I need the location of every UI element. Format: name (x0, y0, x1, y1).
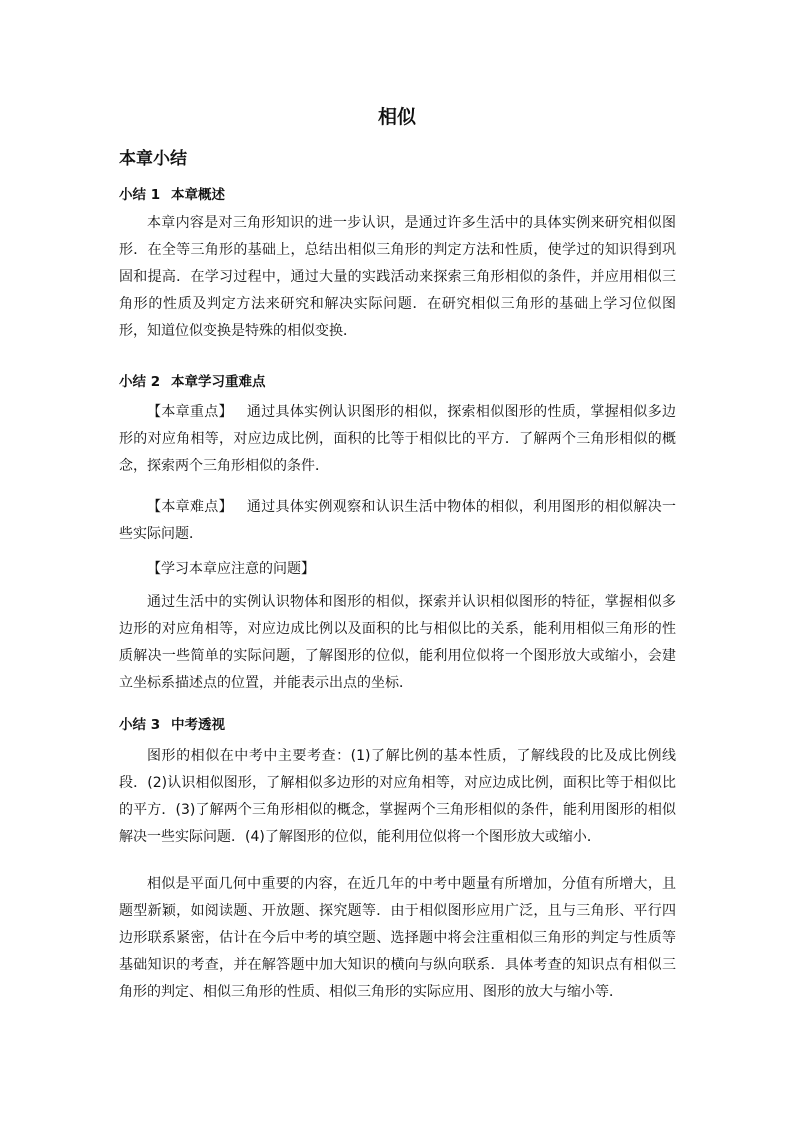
section-3-title: 中考透视 (171, 717, 225, 733)
section-1-paragraph: 本章内容是对三角形知识的进一步认识，是通过许多生活中的具体实例来研究相似图形．在全等三角形的基础上，总结出相似三角形的判定方法和性质，使学过的知识得到巩固和提高．在学习过程中，通过大量的实践活动来探索三角形相似的条件，并应用相似三角形的性质及判定方法来研究和解决实际问题．在研究相似三角形的基础上学习位似图形，知道位似变换是特殊的相似变换． (119, 215, 676, 339)
section-1-heading (119, 184, 225, 206)
chapter-heading: 本章小结 (119, 149, 187, 169)
attention-paragraph: 通过生活中的实例认识物体和图形的相似，探索并认识相似图形的特征，掌握相似多边形的对应角相等，对应边成比例以及面积的比与相似比的关系，能利用相似三角形的性质解决一些简单的实际问题，了解图形的位似，能利用位似将一个图形放大或缩小，会建立坐标系描述点的位置，并能表示出点的坐标． (119, 594, 676, 691)
section-1-title: 本章概述 (171, 187, 225, 203)
attention-tag: 【学习本章应注意的问题】 (147, 561, 315, 577)
page-title: 相似 (377, 106, 416, 128)
key-points-tag: 【本章重点】 (147, 404, 233, 420)
key-points-text: 通过具体实例认识图形的相似，探索相似图形的性质，掌握相似多边形的对应角相等，对应边成比例，面积的比等于相似比的平方．了解两个三角形相似的概念，探索两个三角形相似的条件． (119, 404, 677, 474)
section-1-number: 小结 1 (119, 187, 161, 203)
section-3-paragraph-2: 相似是平面几何中重要的内容，在近几年的中考中题量有所增加，分值有所增大，且题型新颖，如阅读题、开放题、探究题等．由于相似图形应用广泛，且与三角形、平行四边形联系紧密，估计在今后中考的填空题、选择题中将会注重相似三角形的判定与性质等基础知识的考查，并在解答题中加大知识的横向与纵向联系．具体考查的知识点有相似三角形的判定、相似三角形的性质、相似三角形的实际应用、图形的放大与缩小等． (119, 876, 676, 1000)
section-3-number: 小结 3 (119, 717, 161, 733)
key-points-paragraph (119, 399, 676, 480)
difficult-points-tag: 【本章难点】 (147, 499, 233, 515)
section-3-paragraph-1: 图形的相似在中考中主要考查：(1)了解比例的基本性质，了解线段的比及成比例线段．(2)认识相似图形，了解相似多边形的对应角相等，对应边成比例，面积比等于相似比的平方．(3)了解两个三角形相似的概念，掌握两个三角形相似的条件，能利用图形的相似解决一些实际问题．(4)了解图形的位似，能利用位似将一个图形放大或缩小． (119, 748, 676, 845)
difficult-points-text: 通过具体实例观察和认识生活中物体的相似，利用图形的相似解决一些实际问题． (119, 499, 677, 542)
difficult-points-paragraph (119, 494, 676, 548)
section-2-title: 本章学习重难点 (171, 374, 266, 390)
section-2-heading (119, 371, 266, 393)
section-2-number: 小结 2 (119, 374, 161, 390)
section-3-heading (119, 714, 225, 736)
